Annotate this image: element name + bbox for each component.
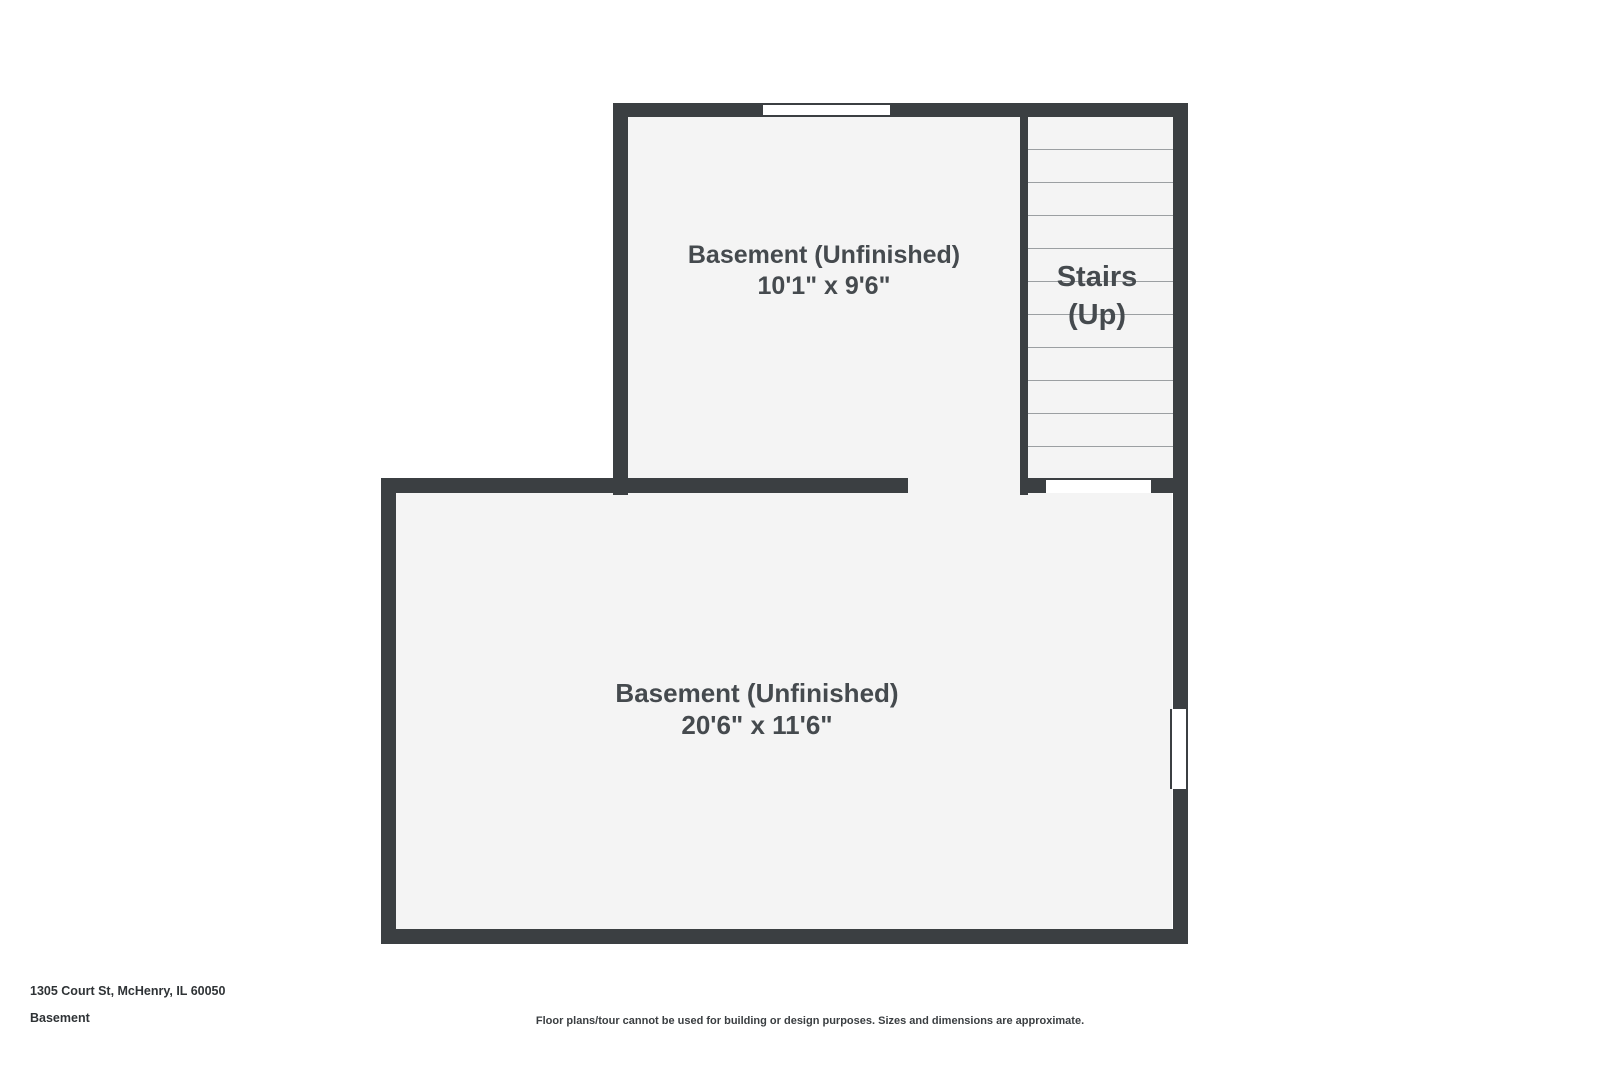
lower-basement-dims: 20'6" x 11'6" <box>681 710 833 741</box>
upper-basement-label <box>628 240 1020 302</box>
wall-upper-top <box>613 103 1188 117</box>
wall-lower-top <box>381 478 908 493</box>
window-lower-right <box>1170 709 1188 789</box>
stairs-label <box>1021 259 1173 334</box>
wall-lower-bottom <box>381 929 1188 944</box>
doorway-stairs-bottom <box>1046 478 1151 493</box>
window-upper-top <box>763 103 890 117</box>
stairs-label-line2: (Up) <box>1068 298 1126 331</box>
lower-basement-label <box>396 677 1118 741</box>
upper-basement-name: Basement (Unfinished) <box>687 241 961 269</box>
footer-disclaimer: Floor plans/tour cannot be used for building or design purposes. Sizes and dimensions are approximate. <box>535 1015 1085 1027</box>
footer-address: 1305 Court St, McHenry, IL 60050 <box>30 984 226 998</box>
wall-upper-left <box>613 103 628 495</box>
footer-floor-label: Basement <box>30 1011 90 1025</box>
lower-basement-name: Basement (Unfinished) <box>615 678 899 708</box>
upper-basement-dims: 10'1" x 9'6" <box>757 272 891 300</box>
wall-lower-left <box>381 478 396 944</box>
doorway-stairs-bottom-edge <box>1046 478 1151 480</box>
stairs-label-line1: Stairs <box>1056 261 1138 293</box>
wall-upper-right <box>1173 103 1188 495</box>
